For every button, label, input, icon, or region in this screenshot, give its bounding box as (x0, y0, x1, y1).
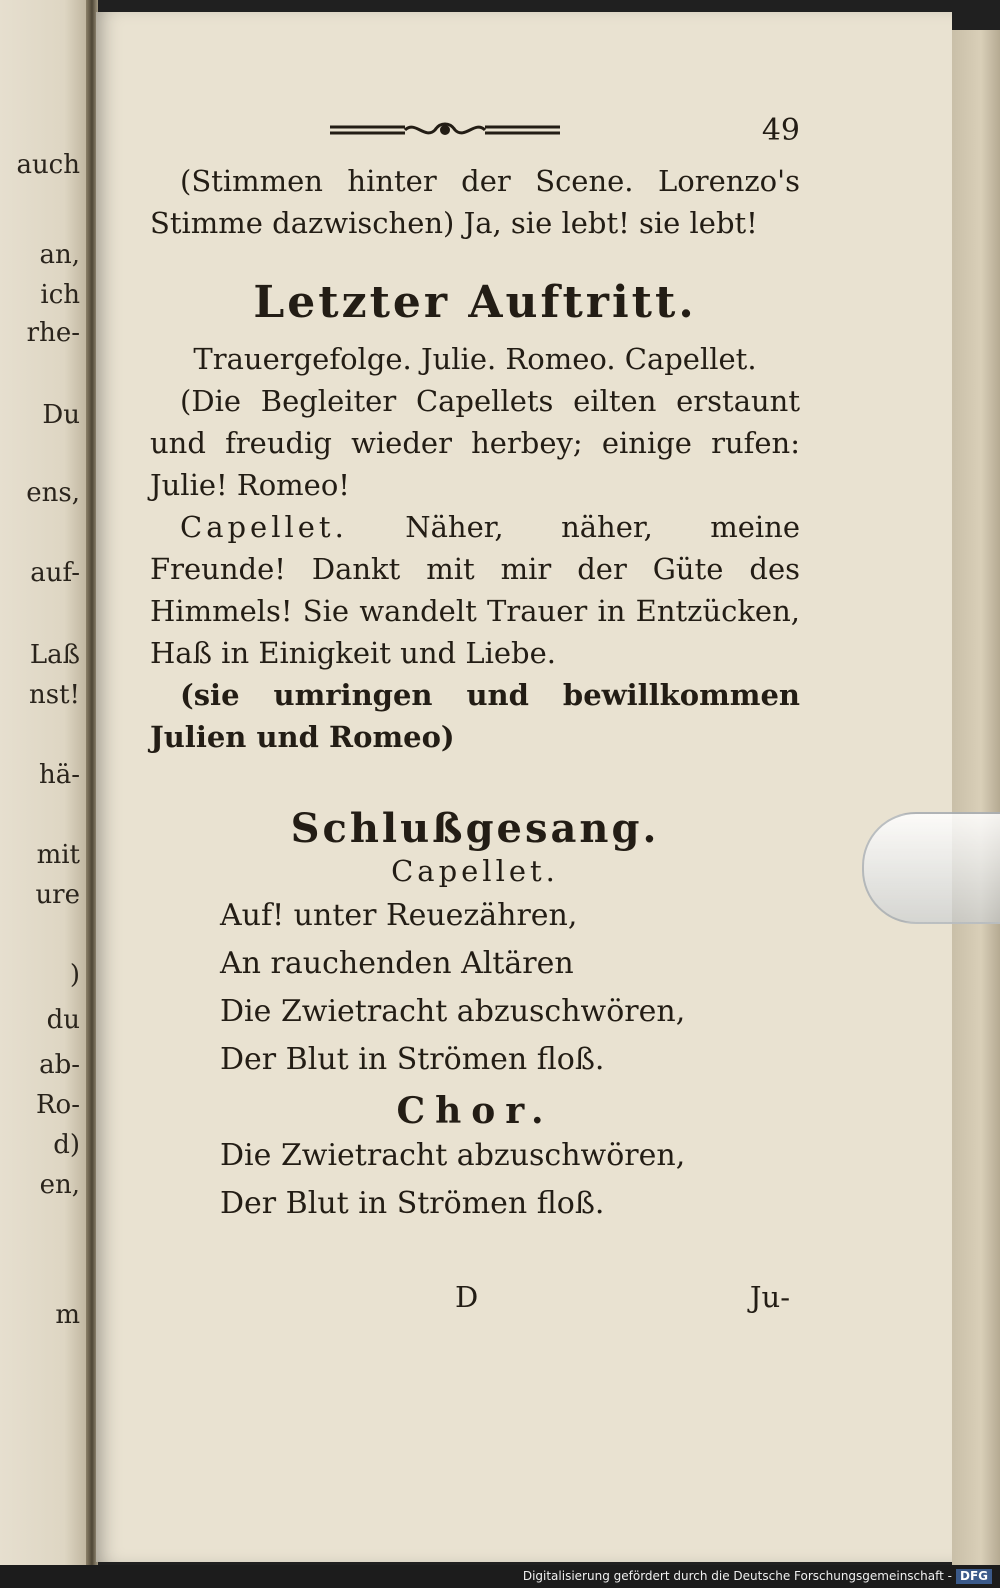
left-fragment: auch (16, 150, 80, 180)
ornament-rule (330, 118, 560, 142)
left-fragment: auf- (30, 558, 80, 588)
character-list: Trauergefolge. Julie. Romeo. Capellet. (193, 342, 757, 376)
left-fragment: ab- (39, 1050, 80, 1080)
speaker-name: Capellet. (180, 510, 348, 544)
verse-line: Die Zwietracht abzuschwören, (220, 994, 686, 1029)
dfg-logo: DFG (956, 1569, 992, 1584)
page-content (150, 110, 800, 1326)
page-number: 49 (761, 113, 800, 148)
left-fragment: rhe- (26, 318, 80, 348)
catchword: Ju- (749, 1280, 790, 1314)
left-fragment: d) (53, 1130, 80, 1160)
left-fragment: en, (39, 1170, 80, 1200)
page-footer-marks (150, 1276, 800, 1326)
left-fragment: Laß (29, 640, 80, 670)
left-fragment: hä- (38, 760, 80, 790)
song-speaker: Capellet. (391, 854, 559, 888)
left-fragment: an, (39, 240, 80, 270)
chorus-line: Der Blut in Strömen floß. (220, 1186, 605, 1221)
left-page (0, 0, 92, 1565)
stage-direction: (Die Begleiter Capellets eilten erstaunt und freudig wieder herbey; einige rufen: Julie! Romeo! (150, 384, 800, 502)
footer-text: Digitalisierung gefördert durch die Deutsche Forschungsgemeinschaft - (522, 1569, 952, 1583)
left-page-text-fragments (0, 0, 80, 1565)
verse-line: Auf! unter Reuezähren, (220, 898, 578, 933)
verse-line: An rauchenden Altären (220, 946, 574, 981)
page-edge (952, 30, 1000, 1565)
stage-direction: (sie umringen und bewillkommen Julien und Romeo) (150, 678, 800, 754)
signature-mark: D (455, 1280, 479, 1314)
left-fragment: du (46, 1005, 80, 1035)
left-fragment: ) (69, 960, 80, 990)
book-clip (862, 812, 1000, 924)
scene-title: Letzter Auftritt. (253, 277, 697, 328)
digitization-footer (0, 1565, 1000, 1588)
verse (220, 892, 800, 1084)
left-fragment: ich (40, 280, 80, 310)
left-fragment: m (55, 1300, 80, 1330)
speech (150, 506, 800, 674)
left-fragment: Du (42, 400, 80, 430)
stage-direction: (Stimmen hinter der Scene. Lorenzo's Stimme dazwischen) Ja, sie lebt! sie lebt! (150, 164, 800, 240)
chorus (220, 1132, 800, 1228)
chorus-label: Chor. (396, 1090, 554, 1132)
left-fragment: Ro- (35, 1090, 80, 1120)
left-fragment: ure (35, 880, 80, 910)
chorus-line: Die Zwietracht abzuschwören, (220, 1138, 686, 1173)
song-title: Schlußgesang. (290, 805, 660, 852)
left-fragment: ens, (26, 478, 80, 508)
left-fragment: nst! (29, 680, 80, 710)
verse-line: Der Blut in Strömen floß. (220, 1042, 605, 1077)
speech-text: Näher, näher, meine Freunde! Dankt mit mir der Güte des Himmels! Sie wandelt Trauer in Entzücken, Haß in Einigkeit und Liebe. (150, 510, 801, 670)
page-header (150, 110, 800, 160)
left-fragment: mit (36, 840, 80, 870)
